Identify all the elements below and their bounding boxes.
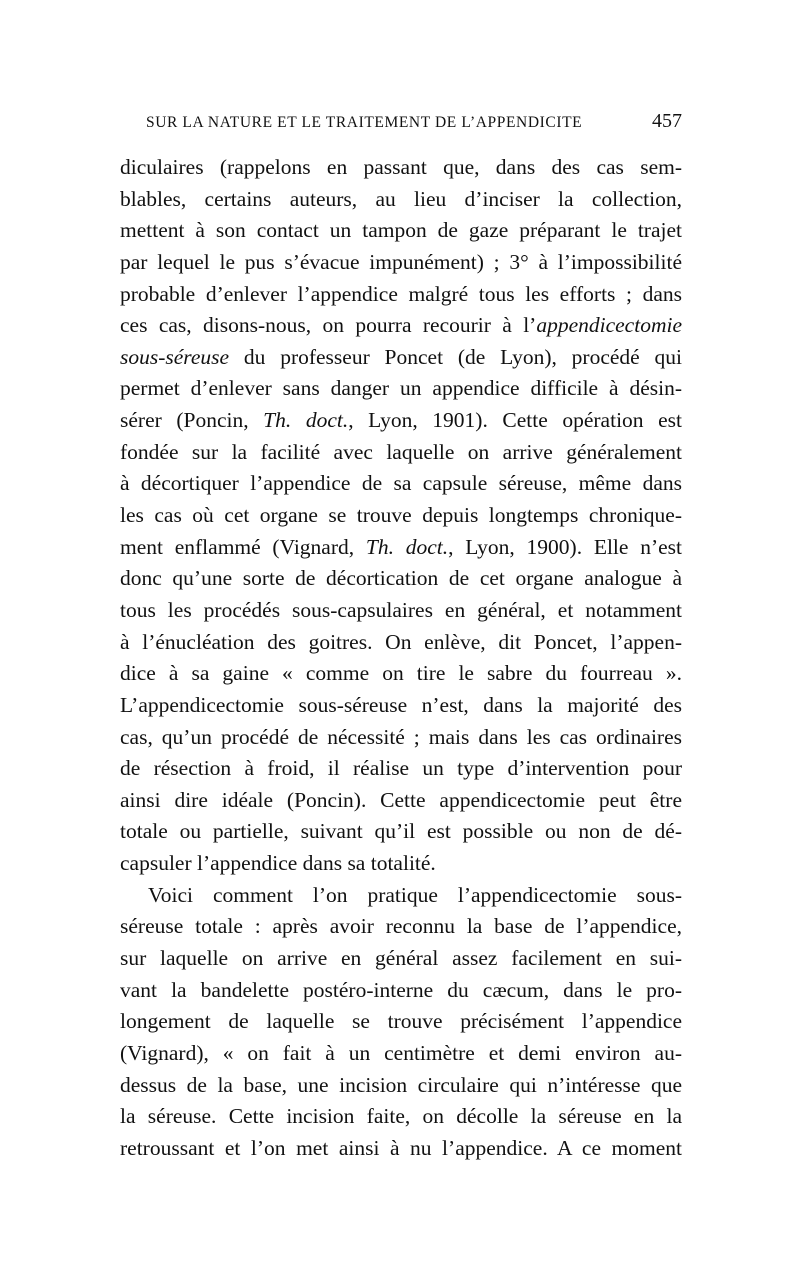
text-line: donc qu’une sorte de décortication de cet organe analogue à: [120, 566, 682, 591]
italic-citation: Th. doct.: [263, 408, 349, 433]
text-line: séreuse totale : après avoir reconnu la base de l’appendice,: [120, 914, 682, 939]
paragraph-1: [120, 152, 682, 880]
text-segment: ces cas, disons-nous, on pourra recourir à l’: [120, 313, 537, 338]
text-line: [120, 342, 682, 374]
text-line: retroussant et l’on met ainsi à nu l’appendice. A ce moment: [120, 1135, 682, 1160]
text-line: Voici comment l’on pratique l’appendicectomie sous-: [148, 882, 682, 907]
text-line: capsuler l’appendice dans sa totalité.: [120, 851, 436, 876]
text-line: par lequel le pus s’évacue impunément) ; 3° à l’impossibilité: [120, 249, 682, 274]
text-segment: , Lyon, 1901). Cette opération est: [348, 408, 682, 433]
italic-term: sous-séreuse: [120, 344, 230, 369]
running-title: SUR LA NATURE ET LE TRAITEMENT DE L’APPENDICITE: [146, 114, 583, 131]
text-segment: , Lyon, 1900). Elle n’est: [448, 534, 682, 559]
text-line: les cas où cet organe se trouve depuis longtemps chronique-: [120, 503, 682, 528]
text-line: (Vignard), « on fait à un centimètre et demi environ au-: [120, 1040, 682, 1065]
text-line: [120, 532, 682, 564]
text-line: à l’énucléation des goitres. On enlève, dit Poncet, l’appen-: [120, 629, 682, 654]
text-line: dessus de la base, une incision circulaire qui n’intéresse que: [120, 1072, 682, 1097]
text-segment: du professeur Poncet (de Lyon), procédé qui: [229, 344, 682, 369]
text-line: de résection à froid, il réalise un type d’intervention pour: [120, 756, 682, 781]
text-line: permet d’enlever sans danger un appendice difficile à désin-: [120, 376, 682, 401]
text-line: diculaires (rappelons en passant que, dans des cas sem-: [120, 155, 682, 179]
text-line: la séreuse. Cette incision faite, on décolle la séreuse en la: [120, 1104, 682, 1129]
text-line: longement de laquelle se trouve précisément l’appendice: [120, 1009, 682, 1034]
text-line: mettent à son contact un tampon de gaze préparant le trajet: [120, 218, 682, 243]
text-line: dice à sa gaine « comme on tire le sabre du fourreau ».: [120, 661, 682, 686]
page-number: 457: [652, 110, 682, 132]
text-segment: sérer (Poncin,: [120, 408, 264, 433]
text-line: L’appendicectomie sous-séreuse n’est, dans la majorité des: [120, 692, 682, 717]
text-segment: ment enflammé (Vignard,: [120, 534, 366, 559]
text-line: tous les procédés sous-capsulaires en général, et notamment: [120, 597, 682, 622]
text-line: à décortiquer l’appendice de sa capsule séreuse, même dans: [120, 471, 682, 496]
text-line: ainsi dire idéale (Poncin). Cette appendicectomie peut être: [120, 787, 682, 812]
text-line: sur laquelle on arrive en général assez facilement en sui-: [120, 946, 682, 971]
text-line: vant la bandelette postéro-interne du cæcum, dans le pro-: [120, 977, 682, 1002]
text-line: totale ou partielle, suivant qu’il est possible ou non de dé-: [120, 819, 682, 844]
body-text: [120, 152, 682, 1165]
paragraph-2: [120, 880, 682, 1165]
italic-term: appendicectomie: [536, 313, 682, 338]
text-line: probable d’enlever l’appendice malgré tous les efforts ; dans: [120, 281, 682, 306]
text-line: blables, certains auteurs, au lieu d’inciser la collection,: [120, 186, 682, 211]
text-line: [120, 310, 682, 342]
text-line: cas, qu’un procédé de nécessité ; mais dans les cas ordinaires: [120, 724, 682, 749]
text-line: [120, 405, 682, 437]
text-line: fondée sur la facilité avec laquelle on arrive généralement: [120, 439, 682, 464]
italic-citation: Th. doct.: [365, 534, 449, 559]
